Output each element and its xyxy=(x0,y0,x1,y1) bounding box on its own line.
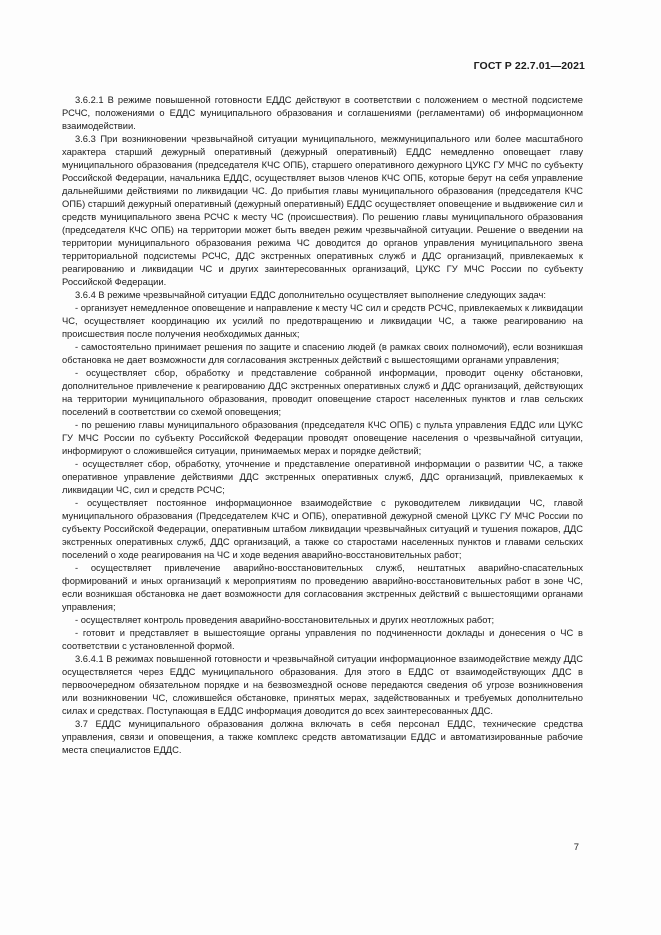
list-item: - готовит и представляет в вышестоящие органы управления по подчиненности доклады и донесения о ЧС в соответствии с установленной формой. xyxy=(62,628,583,651)
list-item: - осуществляет сбор, обработку, уточнение и представление оперативной информации о развитии ЧС, а также оперативное управление действиями ДДС экстренных оперативных служб, ДДС организаций, привлекаемых к ликвидации ЧС, сил и средств РСЧС; xyxy=(62,459,583,495)
list-item: - организует немедленное оповещение и направление к месту ЧС сил и средств РСЧС, привлекаемых к ликвидации ЧС, осуществляет координацию их усилий по предотвращению и ликвидации ЧС, а также реагированию на происшествия после получения необходимых данных; xyxy=(62,303,583,339)
document-body xyxy=(62,94,583,757)
page-number: 7 xyxy=(573,842,579,853)
paragraph-3-7: 3.7 ЕДДС муниципального образования должна включать в себя персонал ЕДДС, технические средства управления, связи и оповещения, а также комплекс средств автоматизации ЕДДС и автоматизированные рабочие места специалистов ЕДДС. xyxy=(62,719,583,755)
list-item: - осуществляет привлечение аварийно-восстановительных служб, нештатных аварийно-спасательных формирований и иных организаций к мероприятиям по проведению аварийно-восстановительных работ в зоне ЧС, если возникшая обстановка не дает возможности для согласования экстренных действий с вышестоящими органами управления; xyxy=(62,563,583,612)
list-item: - по решению главы муниципального образования (председателя КЧС ОПБ) с пульта управления ЕДДС или ЦУКС ГУ МЧС России по субъекту Российской Федерации проводят оповещение населения о чрезвычайной ситуации, информируют о сложившейся ситуации, принимаемых мерах и порядке действий; xyxy=(62,420,583,456)
document-standard-header: ГОСТ Р 22.7.01—2021 xyxy=(473,60,585,72)
paragraph-3-6-2-1: 3.6.2.1 В режиме повышенной готовности ЕДДС действуют в соответствии с положением о местной подсистеме РСЧС, положениями о ЕДДС муниципального образования и соглашениями (регламентами) об информационном взаимодействии. xyxy=(62,95,583,131)
paragraph-3-6-4-1: 3.6.4.1 В режимах повышенной готовности и чрезвычайной ситуации информационное взаимодействие между ДДС осуществляется через ЕДДС муниципального образования. Для этого в ЕДДС от взаимодействующих ДДС в первоочередном обязательном порядке и на безвозмездной основе передаются сведения об угрозе возникновения или возникновении ЧС, сложившейся обстановке, принятых мерах, задействованных и требуемых дополнительно силах и средствах. Поступающая в ЕДДС информация доводится до всех заинтересованных ДДС. xyxy=(62,654,583,716)
list-item: - осуществляет постоянное информационное взаимодействие с руководителем ликвидации ЧС, главой муниципального образования (Председателем КЧС и ОПБ), оперативной дежурной сменой ЦУКС ГУ МЧС России по субъекту Российской Федерации, оперативным штабом ликвидации чрезвычайных ситуаций и тушения пожаров, ДДС экстренных оперативных служб, ДДС организаций, а также со старостами населенных пунктов и главами сельских поселений о ходе реагирования на ЧС и ходе ведения аварийно-восстановительных работ; xyxy=(62,498,583,560)
list-item: - самостоятельно принимает решения по защите и спасению людей (в рамках своих полномочий), если возникшая обстановка не дает возможности для согласования экстренных действий с вышестоящими органами управления; xyxy=(62,342,583,365)
list-item: - осуществляет контроль проведения аварийно-восстановительных и других неотложных работ; xyxy=(75,615,495,625)
paragraph-3-6-4: 3.6.4 В режиме чрезвычайной ситуации ЕДДС дополнительно осуществляет выполнение следующих задач: xyxy=(75,290,546,300)
paragraph-3-6-3: 3.6.3 При возникновении чрезвычайной ситуации муниципального, межмуниципального или более масштабного характера старший дежурный оперативный (дежурный оперативный) ЕДДС немедленно оповещает главу муниципального образования (председателя КЧС ОПБ), старшего оперативного дежурного ЦУКС ГУ МЧС по субъекту Российской Федерации, начальника ЕДДС, осуществляет вызов членов КЧС ОПБ, которые берут на себя управление дальнейшими действиями по ликвидации ЧС. До прибытия главы муниципального образования (председателя КЧС ОПБ) старший дежурный оперативный (дежурный оперативный) ЕДДС осуществляет оповещение и выдвижение сил и средств муниципального звена РСЧС к месту ЧС (происшествия). По решению главы муниципального образования (председателя КЧС ОПБ) на территории может быть введен режим чрезвычайной ситуации. Решение о введении на территории муниципального образования режима ЧС доводится до органов управления муниципального звена территориальной подсистемы РСЧС, ДДС экстренных оперативных служб и ДДС организаций, привлекаемых к реагированию и ликвидации ЧС и других заинтересованных организаций, ЦУКС ГУ МЧС России по субъекту Российской Федерации. xyxy=(62,134,583,287)
list-item: - осуществляет сбор, обработку и представление собранной информации, проводит оценку обстановки, дополнительное привлечение к реагированию ДДС экстренных оперативных служб и ДДС организаций, действующих на территории муниципального образования, проводит оповещение старост населенных пунктов и глав сельских поселений в соответствии со схемой оповещения; xyxy=(62,368,583,417)
